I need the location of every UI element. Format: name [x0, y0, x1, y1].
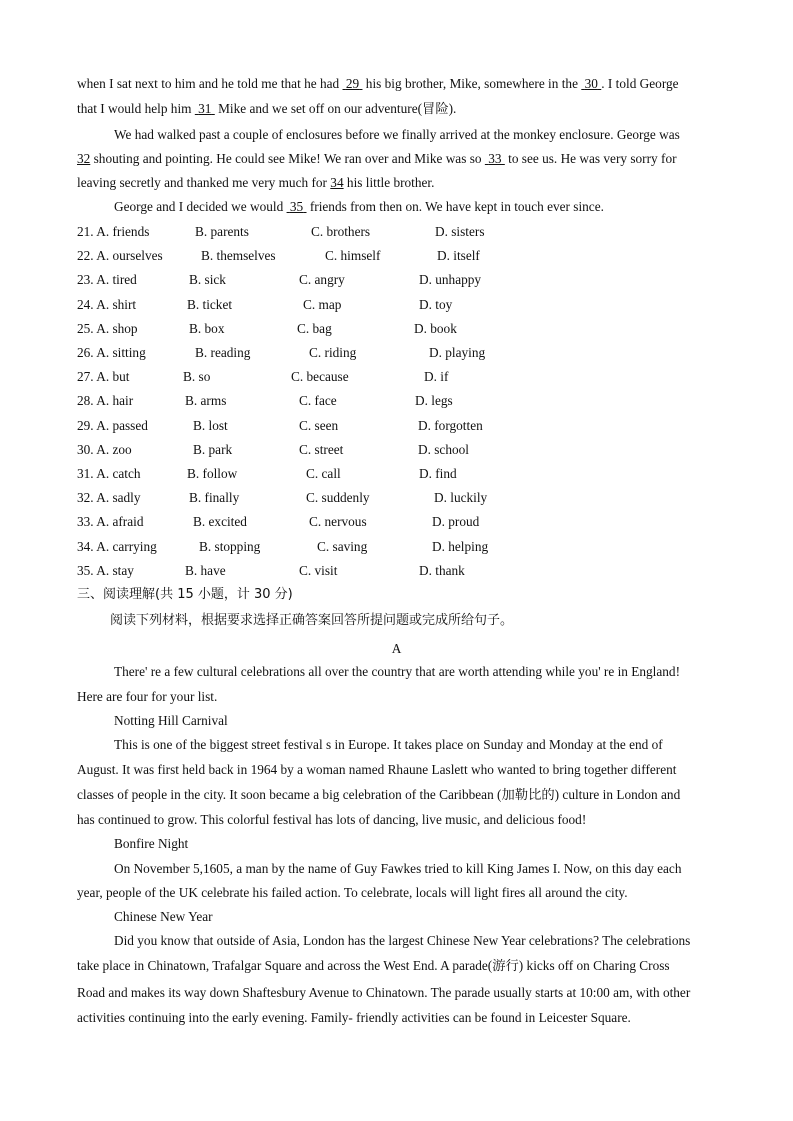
text: when I sat next to him and he told me that he had — [77, 76, 343, 91]
option-d: D. find — [419, 466, 457, 481]
option-b: B. themselves — [201, 248, 276, 264]
passage-letter: A — [391, 641, 402, 656]
passage-line-2 — [77, 100, 717, 118]
option-d: D. thank — [419, 562, 465, 578]
option-number-and-a: 21. A. friends — [77, 224, 150, 239]
option-b: B. stopping — [199, 538, 261, 554]
option-number-and-a: 32. A. sadly — [77, 490, 141, 506]
intro-line-2: Here are four for your list. — [77, 689, 218, 704]
section-instruction: 阅读下列材料，根据要求选择正确答案回答所提问题或完成所给句子。 — [110, 613, 514, 628]
text: George and I decided we would — [114, 199, 287, 214]
option-number-and-a: 31. A. catch — [77, 466, 141, 481]
option-b: B. arms — [185, 393, 227, 409]
blank-31: 31 — [198, 101, 212, 116]
festival-title-chinese-new-year: Chinese New Year — [114, 909, 213, 924]
option-c: C. suddenly — [306, 490, 370, 506]
option-d: D. book — [414, 320, 457, 336]
option-d: D. proud — [432, 514, 480, 530]
option-c: C. himself — [325, 248, 381, 264]
option-b: B. sick — [189, 272, 226, 288]
passage-line-4 — [77, 150, 717, 168]
option-number-and-a: 34. A. carrying — [77, 538, 157, 554]
paragraph-line: year, people of the UK celebrate his failed action. To celebrate, locals will light fires all around the city. — [77, 885, 628, 900]
festival-title-notting-hill: Notting Hill Carnival — [114, 713, 228, 728]
option-number-and-a: 30. A. zoo — [77, 441, 132, 457]
paragraph-line: On November 5,1605, a man by the name of Guy Fawkes tried to kill King James I. Now, on this day each — [114, 861, 682, 876]
option-d: D. unhappy — [419, 272, 482, 288]
text: . I told George — [601, 76, 679, 91]
option-c: C. visit — [299, 562, 338, 578]
option-d: D. toy — [419, 296, 453, 312]
paragraph-line: August. It was first held back in 1964 by a woman named Rhaune Laslett who wanted to bring together different — [77, 762, 677, 777]
option-number-and-a: 23. A. tired — [77, 272, 137, 288]
passage-line-6 — [114, 198, 717, 216]
option-c: C. call — [306, 466, 341, 481]
option-c: C. angry — [299, 272, 345, 288]
option-b: B. parents — [195, 224, 249, 239]
text: leaving secretly and thanked me very much for — [77, 175, 331, 190]
paragraph-line: classes of people in the city. It soon became a big celebration of the Caribbean (加勒比的) culture in London and — [77, 787, 681, 802]
passage-line-5 — [77, 174, 717, 192]
text: Mike and we set off on our adventure(冒险). — [214, 101, 457, 116]
option-c: C. face — [299, 393, 337, 409]
paragraph-line: has continued to grow. This colorful festival has lots of dancing, live music, and delicious food! — [77, 812, 587, 827]
option-d: D. helping — [432, 538, 489, 554]
passage-line-1 — [77, 75, 717, 93]
passage-line-3: We had walked past a couple of enclosures before we finally arrived at the monkey enclosure. George was — [114, 127, 680, 142]
blank-33: 33 — [488, 151, 502, 166]
text: shouting and pointing. He could see Mike! We ran over and Mike was so — [90, 151, 485, 166]
text: his big brother, Mike, somewhere in the — [362, 76, 582, 91]
option-number-and-a: 33. A. afraid — [77, 514, 144, 530]
blank-29: 29 — [345, 76, 360, 91]
option-b: B. excited — [193, 514, 247, 530]
option-c: C. riding — [309, 345, 357, 360]
option-c: C. street — [299, 441, 344, 457]
option-number-and-a: 24. A. shirt — [77, 296, 137, 312]
option-c: C. map — [303, 296, 342, 312]
option-b: B. so — [183, 369, 211, 385]
option-number-and-a: 26. A. sitting — [77, 345, 146, 360]
option-number-and-a: 28. A. hair — [77, 393, 134, 409]
paragraph-line: take place in Chinatown, Trafalgar Square and across the West End. A parade(游行) kicks off on Charing Cross — [77, 958, 670, 973]
option-d: D. sisters — [435, 224, 485, 239]
option-d: D. luckily — [434, 490, 488, 506]
paragraph-line: activities continuing into the early evening. Family- friendly activities can be found in Leicester Square. — [77, 1010, 631, 1025]
option-number-and-a: 27. A. but — [77, 369, 130, 385]
option-d: D. legs — [415, 393, 453, 409]
option-number-and-a: 29. A. passed — [77, 417, 148, 433]
option-c: C. seen — [299, 417, 339, 433]
option-b: B. ticket — [187, 296, 233, 312]
option-number-and-a: 25. A. shop — [77, 320, 138, 336]
text: to see us. He was very sorry for — [504, 151, 677, 166]
paragraph-line: Road and makes its way down Shaftesbury Avenue to Chinatown. The parade usually starts at 10:00 am, with other — [77, 985, 691, 1000]
text: that I would help him — [77, 101, 195, 116]
option-number-and-a: 22. A. ourselves — [77, 248, 163, 264]
option-c: C. saving — [317, 538, 368, 554]
option-b: B. lost — [193, 417, 228, 433]
option-c: C. nervous — [309, 514, 367, 530]
blank-32: 32 — [77, 151, 91, 166]
option-d: D. if — [424, 369, 449, 385]
option-d: D. playing — [429, 345, 486, 360]
blank-34: 34 — [330, 175, 344, 190]
option-d: D. forgotten — [418, 417, 483, 433]
option-b: B. have — [185, 562, 226, 578]
option-b: B. reading — [195, 345, 251, 360]
option-c: C. brothers — [311, 224, 371, 239]
option-c: C. because — [291, 369, 349, 385]
festival-title-bonfire-night: Bonfire Night — [114, 836, 189, 851]
option-d: D. school — [418, 441, 469, 457]
text: friends from then on. We have kept in touch ever since. — [306, 199, 604, 214]
paragraph-line: Did you know that outside of Asia, London has the largest Chinese New Year celebrations? The celebrations — [114, 933, 691, 948]
option-c: C. bag — [297, 320, 332, 336]
section-heading: 三、阅读理解(共 15 小题，计 30 分) — [77, 587, 293, 602]
option-b: B. finally — [189, 490, 240, 506]
option-b: B. follow — [187, 466, 238, 481]
intro-line-1: There' re a few cultural celebrations all over the country that are worth attending while you' re in England! — [114, 664, 680, 679]
paragraph-line: This is one of the biggest street festival s in Europe. It takes place on Sunday and Monday at the end of — [114, 737, 663, 752]
blank-35: 35 — [289, 199, 304, 214]
option-number-and-a: 35. A. stay — [77, 562, 134, 578]
option-b: B. park — [193, 441, 233, 457]
blank-30: 30 — [584, 76, 598, 91]
text: his little brother. — [343, 175, 435, 190]
option-d: D. itself — [437, 248, 480, 264]
option-b: B. box — [189, 320, 225, 336]
